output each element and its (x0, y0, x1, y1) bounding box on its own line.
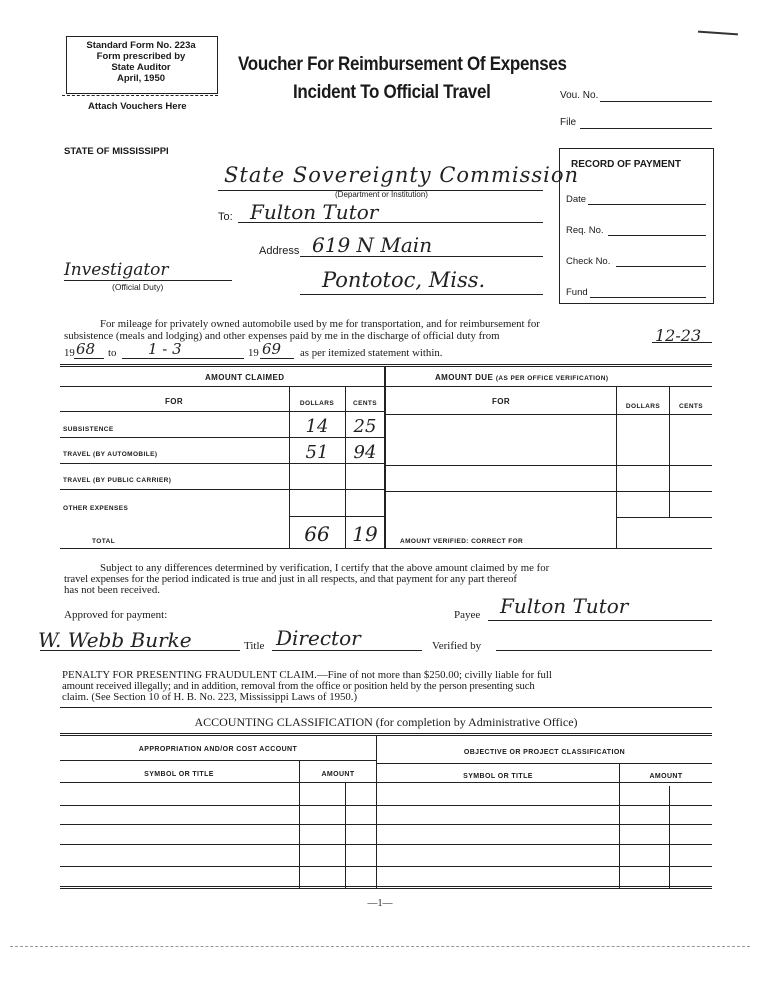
approved-label: Approved for payment: (64, 609, 168, 621)
year-prefix2: 19 (248, 347, 259, 359)
record-date-label: Date (566, 194, 587, 205)
left-symbol-header: SYMBOL OR TITLE (144, 771, 214, 778)
address-label: Address (259, 245, 300, 257)
page-number: —1— (367, 898, 393, 909)
due-for-header: FOR (491, 397, 511, 406)
row-total-dollars: 66 (304, 522, 330, 546)
to-handwritten: Fulton Tutor (250, 200, 379, 224)
row-subsistence-dollars: 14 (305, 416, 329, 437)
penalty-line3: claim. (See Section 10 of H. B. No. 223, Mississippi Laws of 1950.) (62, 691, 358, 703)
address-line1-handwritten: 619 N Main (312, 233, 433, 257)
penalty-line1: PENALTY FOR PRESENTING FRAUDULENT CLAIM.—Fine of not more than $250.00; civilly liable for full (62, 669, 552, 681)
department-label: (Department or Institution) (335, 190, 428, 199)
row-total-cents: 19 (352, 522, 378, 546)
year-prefix1: 19 (64, 347, 75, 359)
due-cents-header: CENTS (678, 403, 704, 410)
row-subsistence-label: SUBSISTENCE (63, 426, 114, 433)
row-carrier-label: TRAVEL (BY PUBLIC CARRIER) (63, 477, 172, 484)
verified-by-label: Verified by (432, 640, 482, 652)
record-fund-label: Fund (566, 287, 588, 298)
amount-claimed-header: AMOUNT CLAIMED (205, 373, 285, 382)
form-line: Form prescribed by (96, 51, 186, 62)
payee-signature: Fulton Tutor (500, 594, 629, 618)
certify-line3: has not been received. (64, 584, 160, 596)
mileage-tail: as per itemized statement within. (300, 347, 443, 359)
row-auto-dollars: 51 (305, 442, 329, 463)
file-label: File (560, 117, 577, 128)
due-dollars-header: DOLLARS (625, 403, 661, 410)
amount-due-header (435, 373, 608, 382)
row-subsistence-cents: 25 (353, 416, 377, 437)
left-amount-header: AMOUNT (321, 771, 355, 778)
to-word: to (108, 347, 117, 359)
edge-mark (698, 31, 738, 36)
page-subtitle: Incident To Official Travel (293, 80, 491, 103)
appropriation-header: APPROPRIATION AND/OR COST ACCOUNT (138, 746, 298, 753)
claimed-for-header: FOR (164, 397, 184, 406)
row-auto-cents: 94 (353, 442, 377, 463)
payee-label: Payee (454, 609, 481, 621)
vou-no-label: Vou. No. (560, 90, 599, 101)
approver-signature: W. Webb Burke (38, 628, 192, 652)
accounting-title (60, 715, 712, 730)
year2-handwritten: 69 (262, 340, 282, 358)
objective-header: OBJECTIVE OR PROJECT CLASSIFICATION (463, 749, 626, 756)
record-check-label: Check No. (566, 256, 611, 267)
year1-handwritten: 68 (76, 340, 96, 358)
to-date-handwritten: 1 - 3 (148, 340, 182, 358)
record-req-label: Req. No. (566, 225, 604, 236)
attach-note: Attach Vouchers Here (88, 101, 187, 112)
right-amount-header: AMOUNT (649, 773, 683, 780)
right-symbol-header: SYMBOL OR TITLE (463, 773, 533, 780)
form-line: State Auditor (111, 62, 171, 73)
official-duty-handwritten: Investigator (64, 260, 169, 280)
mileage-line2: subsistence (meals and lodging) and other expenses paid by me in the discharge of official duty from (64, 330, 500, 342)
claimed-cents-header: CENTS (352, 400, 378, 407)
amount-due-title: AMOUNT DUE (435, 373, 494, 382)
mileage-line1: For mileage for privately owned automobile used by me for transportation, and for reimbursement for (100, 318, 540, 330)
amount-verified-label: AMOUNT VERIFIED: CORRECT FOR (400, 538, 524, 545)
page-title: Voucher For Reimbursement Of Expenses (238, 52, 567, 75)
row-other-label: OTHER EXPENSES (63, 505, 129, 512)
form-line: Standard Form No. 223a (86, 40, 196, 51)
certify-line2: travel expenses for the period indicated is true and just in all respects, and that payment for any part thereof (64, 573, 517, 585)
row-total-label: TOTAL (92, 538, 116, 545)
official-duty-label: (Official Duty) (112, 282, 164, 292)
row-auto-label: TRAVEL (BY AUTOMOBILE) (63, 451, 158, 458)
record-title: RECORD OF PAYMENT (571, 159, 682, 170)
title-label: Title (244, 640, 265, 652)
title-handwritten: Director (276, 626, 361, 650)
accounting-subheading: (for completion by Administrative Office) (375, 715, 578, 729)
address-line2-handwritten: Pontotoc, Miss. (322, 268, 486, 292)
certify-line1: Subject to any differences determined by verification, I certify that the above amount claimed by me for (100, 562, 550, 574)
department-handwritten: State Sovereignty Commission (224, 163, 580, 187)
amount-due-note: (AS PER OFFICE VERIFICATION) (495, 375, 609, 382)
accounting-heading: ACCOUNTING CLASSIFICATION (194, 715, 373, 729)
penalty-line2: amount received illegally; and in addition, removal from the office or position held by the person presenting such (62, 680, 535, 692)
from-date-handwritten: 12-23 (655, 326, 702, 345)
claimed-dollars-header: DOLLARS (299, 400, 335, 407)
to-label: To: (218, 211, 233, 223)
form-number-text (66, 40, 216, 84)
form-line: April, 1950 (116, 73, 166, 84)
state-label: STATE OF MISSISSIPPI (64, 146, 169, 157)
